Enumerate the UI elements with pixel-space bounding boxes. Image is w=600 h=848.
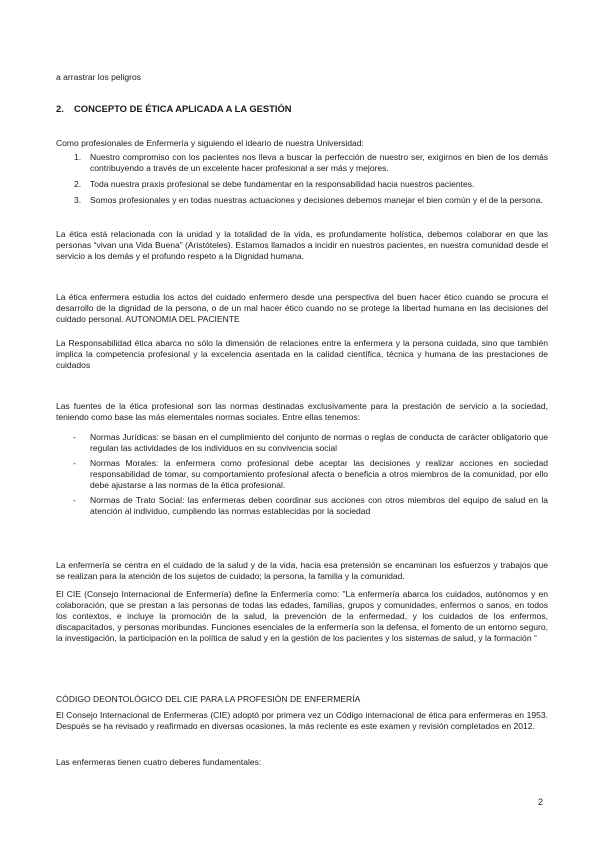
section-title: CONCEPTO DE ÉTICA APLICADA A LA GESTIÓN — [74, 103, 292, 114]
page-number: 2 — [538, 797, 544, 807]
codigo-title: CÓDIGO DEONTOLÓGICO DEL CIE PARA LA PROFESIÓN DE ENFERMERÍA — [56, 694, 361, 704]
section-number: 2. — [56, 103, 64, 114]
numbered-list — [56, 152, 548, 206]
list-item — [56, 495, 548, 517]
paragraph-fuentes: Las fuentes de la ética profesional son las normas destinadas exclusivamente para la prestación de servicio a la sociedad, teniendo como base las más elementales normas sociales. Entre ellas tenemos: — [56, 401, 548, 422]
paragraph-responsabilidad: La Responsabilidad ética abarca no sólo la dimensión de relaciones entre la enfermera y la persona cuidada, sino que también implica la competencia profesional y la excelencia asentada en la calidad científica, técnica y humana de las prestaciones de cuidados — [56, 338, 548, 370]
list-item-text: Normas Morales: la enfermera como profesional debe aceptar las decisiones y realizar acciones en sociedad responsabilidad de tomar, su comportamiento profesional afecta o beneficia a otros miembros de la comunidad, por ello debe ajustarse a las normas de la ética profesional. — [90, 458, 548, 490]
list-item — [56, 179, 548, 190]
list-item-text: Normas Jurídicas: se basan en el cumplimiento del conjunto de normas o reglas de conducta de carácter obligatorio que regulan las actividades de los individuos en su convivencia social — [90, 432, 548, 453]
list-marker: - — [73, 495, 76, 505]
paragraph-deberes: Las enfermeras tienen cuatro deberes fundamentales: — [56, 757, 262, 767]
list-item-text: Toda nuestra praxis profesional se debe fundamentar en la responsabilidad hacia nuestros pacientes. — [90, 179, 475, 189]
list-item-text: Nuestro compromiso con los pacientes nos lleva a buscar la perfección de nuestro ser, exigirnos en bien de los demás contribuyendo a través de un excelente hacer profesional a ser más y mejores. — [90, 152, 548, 173]
list-item-text: Normas de Trato Social: las enfermeras deben coordinar sus acciones con otros miembros del equipo de salud en la atención al individuo, cumpliendo las normas establecidas por la sociedad — [90, 495, 548, 516]
list-item-text: Somos profesionales y en todas nuestras actuaciones y decisiones debemos manejar el bien común y el de la persona. — [90, 195, 543, 205]
norms-list — [56, 432, 548, 517]
list-marker: 1. — [74, 152, 82, 162]
section-heading — [56, 103, 548, 114]
paragraph-cie-define: El CIE (Consejo Internacional de Enfermería) define la Enfermería como: "La enfermería abarca los cuidados, autónomos y en colaboración, que se prestan a las personas de todas las edades, familias, grupos y comunidades, enfermos o sanos, en todos los contextos, e incluye la promoción de la salud, la prevención de la enfermedad, y los cuidados de los enfermos, discapacitados, y personas moribundas. Funciones esenciales de la enfermería son la defensa, el fomento de un entorno seguro, la investigación, la participación en la política de salud y en la gestión de los pacientes y los sistemas de salud, y la formación “ — [56, 589, 548, 643]
list-marker: - — [73, 458, 76, 468]
intro-fragment: a arrastrar los peligros — [56, 72, 142, 82]
paragraph-etica-enfermera: La ética enfermera estudia los actos del cuidado enfermero desde una perspectiva del buen hacer ético cuando se procura el desarrollo de la dignidad de la persona, o de un mal hacer ético cuando no se protege la libertad humana en las decisiones del cuidado personal. AUTONOMIA DEL PACIENTE — [56, 292, 548, 324]
list-item — [56, 195, 548, 206]
paragraph-etica-unidad: La ética está relacionada con la unidad y la totalidad de la vida, es profundamente holística, debemos colaborar en que las personas “vivan una Vida Buena” (Aristóteles). Estamos llamados a incidir en nuestros pacientes, en nuestra comunidad desde el servicio a los demás y el profundo respeto a la Dignidad humana. — [56, 229, 548, 261]
paragraph-centra: La enfermería se centra en el cuidado de la salud y de la vida, hacia esa pretensión se encaminan los esfuerzos y trabajos que se realizan para la atención de los sujetos de cuidado; la persona, la familia y la comunidad. — [56, 560, 548, 581]
list-marker: 2. — [74, 179, 82, 189]
list-item — [56, 432, 548, 454]
list-marker: - — [73, 432, 76, 442]
list-marker: 3. — [74, 195, 82, 205]
paragraph-intro: Como profesionales de Enfermería y siguiendo el ideario de nuestra Universidad: — [56, 138, 364, 148]
list-item — [56, 152, 548, 174]
paragraph-codigo: El Consejo Internacional de Enfermeras (CIE) adoptó por primera vez un Código internacional de ética para enfermeras en 1953. Después se ha revisado y reafirmado en diversas ocasiones, la más reciente es este examen y revisión completados en 2012. — [56, 710, 548, 731]
list-item — [56, 458, 548, 491]
